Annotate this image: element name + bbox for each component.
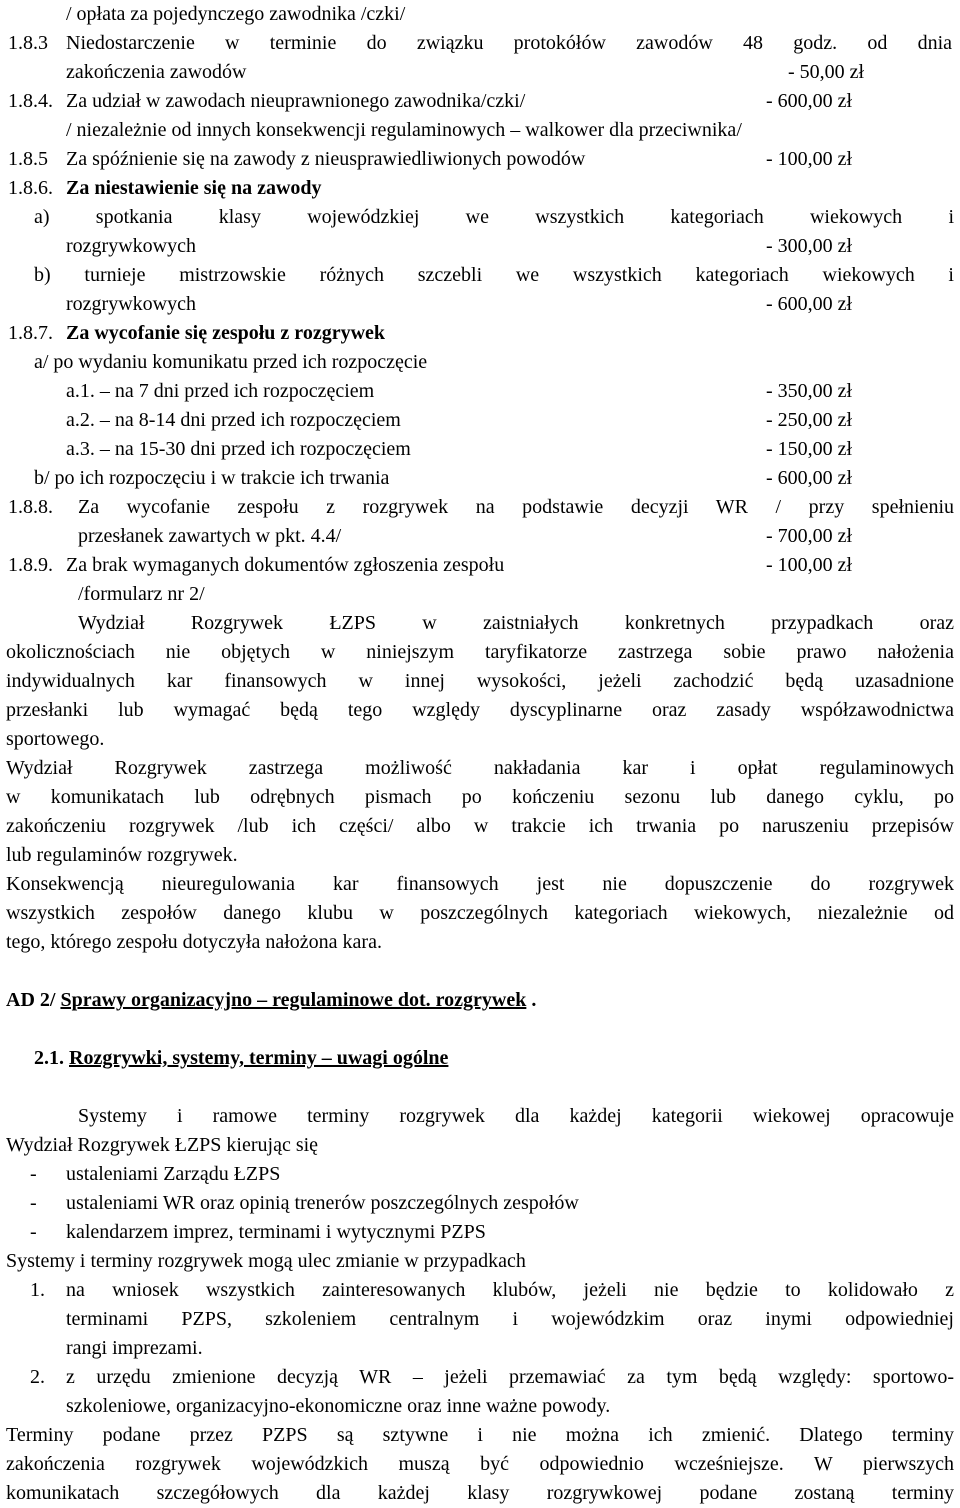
item-number: 1.8.4. — [8, 90, 53, 112]
fee-line: / opłata za pojedynczego zawodnika /czki/ — [66, 3, 406, 25]
section-heading — [6, 986, 536, 1015]
list-item-line: rangi imprezami. — [66, 1337, 203, 1359]
sub-item-continuation: rozgrywkowych — [66, 235, 196, 257]
paragraph-line: Wydział Rozgrywek ŁZPS w zaistniałych konkretnych przypadkach oraz — [78, 612, 954, 634]
list-number: 2. — [30, 1366, 45, 1388]
paragraph-line: sportowego. — [6, 728, 105, 750]
fee-amount: - 250,00 zł — [766, 409, 853, 431]
subsection-number: 2.1. — [34, 1047, 69, 1069]
sub-item-text: a/ po wydaniu komunikatu przed ich rozpoczęcie — [34, 351, 428, 373]
fee-amount: - 600,00 zł — [766, 467, 853, 489]
paragraph-line: Konsekwencją nieuregulowania kar finansowych jest nie dopuszczenie do rozgrywek — [6, 873, 954, 895]
fee-amount: - 100,00 zł — [766, 148, 853, 170]
paragraph-line: komunikatach szczegółowych dla każdej klasy rozgrywkowej podane zostaną terminy — [6, 1482, 954, 1504]
item-continuation: zakończenia zawodów — [66, 61, 247, 83]
item-number: 1.8.8. — [8, 496, 53, 518]
paragraph-line: Terminy podane przez PZPS są sztywne i nie można ich zmienić. Dlatego terminy — [6, 1424, 954, 1446]
paragraph-line: okolicznościach nie objętych w niniejszym taryfikatorze zastrzega sobie prawo nałożenia — [6, 641, 954, 663]
list-item-line: terminami PZPS, szkoleniem centralnym i wojewódzkim oraz inymi odpowiedniej — [66, 1308, 954, 1330]
item-number: 1.8.7. — [8, 322, 53, 344]
paragraph-line: Systemy i terminy rozgrywek mogą ulec zmianie w przypadkach — [6, 1250, 526, 1272]
bullet-item: ustaleniami Zarządu ŁZPS — [66, 1163, 281, 1185]
bullet-dash: - — [30, 1221, 37, 1243]
item-continuation: / niezależnie od innych konsekwencji regulaminowych – walkower dla przeciwnika/ — [66, 119, 742, 141]
fee-amount: - 600,00 zł — [766, 293, 853, 315]
item-text: Za spóźnienie się na zawody z nieusprawiedliwionych powodów — [66, 148, 586, 170]
paragraph-line: zakończenia rozgrywek wojewódzkich muszą być odpowiednio wcześniejsze. W pierwszych — [6, 1453, 954, 1475]
fee-amount: - 600,00 zł — [766, 90, 853, 112]
item-continuation: /formularz nr 2/ — [78, 583, 205, 605]
subsection-title: Rozgrywki, systemy, terminy – uwagi ogólne — [69, 1047, 449, 1069]
bullet-dash: - — [30, 1163, 37, 1185]
paragraph-line: Systemy i ramowe terminy rozgrywek dla każdej kategorii wiekowej opracowuje — [78, 1105, 954, 1127]
section-prefix: AD 2/ — [6, 989, 61, 1011]
bullet-dash: - — [30, 1192, 37, 1214]
section-title: Sprawy organizacyjno – regulaminowe dot. rozgrywek — [60, 989, 527, 1011]
fee-amount: - 700,00 zł — [766, 525, 853, 547]
item-text: Za brak wymaganych dokumentów zgłoszenia zespołu — [66, 554, 505, 576]
paragraph-line: w komunikatach lub odrębnych pismach po kończeniu sezonu lub danego cyklu, po — [6, 786, 954, 808]
sub-item-continuation: rozgrywkowych — [66, 293, 196, 315]
fee-amount: - 150,00 zł — [766, 438, 853, 460]
item-text: Za wycofanie zespołu z rozgrywek na podstawie decyzji WR / przy spełnieniu — [78, 496, 954, 518]
sub-item-text: a.3. – na 15-30 dni przed ich rozpoczęciem — [66, 438, 411, 460]
sub-item-text: a.2. – na 8-14 dni przed ich rozpoczęciem — [66, 409, 401, 431]
fee-amount: - 350,00 zł — [766, 380, 853, 402]
paragraph-line: Wydział Rozgrywek ŁZPS kierując się — [6, 1134, 319, 1156]
paragraph-line: tego, którego zespołu dotyczyła nałożona kara. — [6, 931, 382, 953]
fee-amount: - 100,00 zł — [766, 554, 853, 576]
paragraph-line: zakończeniu rozgrywek /lub ich części/ albo w trakcie ich trwania po naruszeniu przepisów — [6, 815, 954, 837]
item-number: 1.8.5 — [8, 148, 48, 170]
list-number: 1. — [30, 1279, 45, 1301]
bullet-item: ustaleniami WR oraz opinią trenerów poszczególnych zespołów — [66, 1192, 579, 1214]
section-suffix: . — [526, 989, 537, 1011]
paragraph-line: przesłanki lub wymagać będą tego względy dyscyplinarne oraz zasady współzawodnictwa — [6, 699, 954, 721]
fee-amount: - 300,00 zł — [766, 235, 853, 257]
item-title: Za wycofanie się zespołu z rozgrywek — [66, 322, 386, 344]
sub-item-text: a) spotkania klasy wojewódzkiej we wszystkich kategoriach wiekowych i — [34, 206, 954, 228]
paragraph-line: indywidualnych kar finansowych w innej wysokości, jeżeli zachodzić będą uzasadnione — [6, 670, 954, 692]
item-number: 1.8.6. — [8, 177, 53, 199]
list-item-line: szkoleniowe, organizacyjno-ekonomiczne oraz inne ważne powody. — [66, 1395, 611, 1417]
paragraph-line: lub regulaminów rozgrywek. — [6, 844, 238, 866]
item-text: Niedostarczenie w terminie do związku protokółów zawodów 48 godz. od dnia — [66, 32, 952, 54]
sub-item-text: b) turnieje mistrzowskie różnych szczebli we wszystkich kategoriach wiekowych i — [34, 264, 954, 286]
subsection-heading — [34, 1044, 448, 1073]
sub-item-text: b/ po ich rozpoczęciu i w trakcie ich trwania — [34, 467, 390, 489]
item-number: 1.8.3 — [8, 32, 48, 54]
item-number: 1.8.9. — [8, 554, 53, 576]
paragraph-line: Wydział Rozgrywek zastrzega możliwość nakładania kar i opłat regulaminowych — [6, 757, 954, 779]
paragraph-line: wszystkich zespołów danego klubu w poszczególnych kategoriach wiekowych, niezależnie od — [6, 902, 954, 924]
sub-item-text: a.1. – na 7 dni przed ich rozpoczęciem — [66, 380, 375, 402]
list-item-line: z urzędu zmienione decyzją WR – jeżeli przemawiać za tym będą względy: sportowo- — [66, 1366, 954, 1388]
bullet-item: kalendarzem imprez, terminami i wytycznymi PZPS — [66, 1221, 486, 1243]
item-continuation: przesłanek zawartych w pkt. 4.4/ — [78, 525, 342, 547]
fee-amount: - 50,00 zł — [788, 61, 865, 83]
item-title: Za niestawienie się na zawody — [66, 177, 322, 199]
list-item-line: na wniosek wszystkich zainteresowanych klubów, jeżeli nie będzie to kolidowało z — [66, 1279, 954, 1301]
item-text: Za udział w zawodach nieuprawnionego zawodnika/czki/ — [66, 90, 526, 112]
